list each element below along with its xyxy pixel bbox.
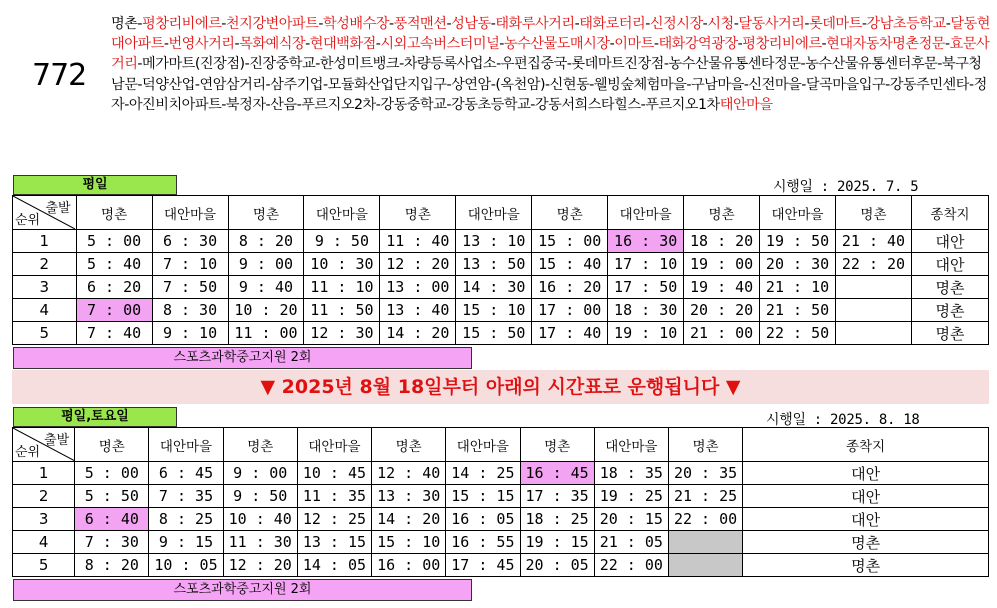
destination-cell: 명촌	[911, 299, 988, 322]
stop-separator: -	[801, 76, 806, 93]
stop-separator: -	[490, 16, 496, 32]
stop-separator: -	[315, 56, 320, 73]
stop-separator: -	[318, 16, 323, 32]
departure-time-cell: 15 : 40	[532, 253, 608, 276]
departure-time-cell: 6 : 40	[75, 508, 149, 531]
departure-time-cell: 15 : 10	[456, 299, 532, 322]
departure-time-cell: 21 : 40	[836, 230, 912, 253]
table-row	[13, 508, 989, 531]
departure-time-cell: 19 : 25	[594, 485, 668, 508]
departure-time-cell: 14 : 25	[446, 462, 520, 485]
stop-separator: -	[545, 76, 550, 93]
departure-time-cell: 16 : 30	[608, 230, 684, 253]
departure-time-cell: 6 : 30	[152, 230, 228, 253]
stop-name: 강동중학교	[380, 96, 447, 113]
stop-separator: -	[305, 36, 310, 53]
stop-header: 명촌	[223, 428, 297, 462]
stop-separator: -	[589, 76, 594, 93]
departure-time-cell: 12 : 20	[223, 554, 297, 577]
stop-name: 달곡마을입구	[805, 76, 886, 93]
departure-time-cell: 9 : 00	[223, 462, 297, 485]
departure-time-cell: 19 : 10	[608, 322, 684, 345]
departure-time-cell: 20 : 35	[668, 462, 742, 485]
departure-time-cell: 15 : 50	[456, 322, 532, 345]
stop-header: 대안마을	[152, 196, 228, 230]
departure-time-cell: 16 : 05	[446, 508, 520, 531]
stop-name: 달동사거리	[738, 16, 805, 32]
destination-cell: 대안	[911, 230, 988, 253]
departure-time-cell: 10 : 30	[304, 253, 380, 276]
stop-separator: -	[743, 76, 749, 93]
stop-name: 학성배수장	[322, 16, 389, 32]
rank-cell: 3	[13, 508, 75, 531]
departure-time-cell: 7 : 40	[76, 322, 152, 345]
table-row	[13, 554, 989, 577]
departure-time-cell: 7 : 30	[75, 531, 149, 554]
stop-name: 농수산물유통센터후문	[805, 56, 938, 73]
destination-header: 종착지	[743, 428, 989, 462]
stop-name: 농수산물도매시장	[503, 36, 610, 53]
departure-time-cell	[836, 276, 912, 299]
departure-time-cell: 9 : 50	[304, 230, 380, 253]
stop-separator: -	[566, 56, 572, 73]
stop-name: 구남마을	[690, 76, 744, 93]
departure-time-cell: 9 : 40	[228, 276, 304, 299]
departure-time-cell: 9 : 15	[149, 531, 223, 554]
corner-rank-label: 순위	[15, 445, 41, 460]
departure-time-cell: 19 : 15	[520, 531, 594, 554]
stop-name: 덕양산업	[142, 76, 195, 93]
corner-header	[13, 196, 77, 230]
departure-time-cell: 13 : 00	[380, 276, 456, 299]
departure-time-cell: 10 : 40	[223, 508, 297, 531]
stop-separator: -	[800, 56, 806, 73]
stop-name: 연암삼거리	[199, 76, 266, 93]
stop-separator: -	[530, 96, 535, 113]
stop-name: 강남초등학교	[866, 16, 946, 32]
departure-time-cell	[836, 322, 912, 345]
stop-separator: -	[322, 76, 328, 93]
departure-time-cell	[668, 531, 742, 554]
stop-header: 명촌	[668, 428, 742, 462]
departure-time-cell: 5 : 00	[76, 230, 152, 253]
stop-separator: -	[446, 76, 452, 93]
table-row	[13, 276, 989, 299]
stop-separator: -	[399, 56, 404, 73]
destination-header: 종착지	[911, 196, 988, 230]
stop-header: 명촌	[75, 428, 149, 462]
stop-name: 북정자	[225, 96, 266, 113]
stop-separator: -	[499, 36, 504, 53]
departure-time-cell: 11 : 35	[297, 485, 371, 508]
schedule-change-notice: ▼ 2025년 8월 18일부터 아래의 시간표로 운행됩니다 ▼	[12, 370, 989, 404]
stop-separator: -	[663, 56, 669, 73]
stop-separator: -	[821, 36, 827, 53]
departure-time-cell: 11 : 30	[223, 531, 297, 554]
departure-time-cell: 7 : 00	[76, 299, 152, 322]
schedule-type-tag-weekday: 평일	[13, 175, 177, 195]
stop-name: 진장중학교	[249, 56, 316, 73]
stop-header: 명촌	[380, 196, 456, 230]
destination-cell: 대안	[743, 508, 989, 531]
departure-time-cell: 8 : 25	[149, 508, 223, 531]
table-row	[13, 230, 989, 253]
departure-time-cell: 17 : 00	[532, 299, 608, 322]
departure-time-cell: 21 : 25	[668, 485, 742, 508]
departure-time-cell: 15 : 10	[372, 531, 446, 554]
rank-cell: 3	[13, 276, 77, 299]
stop-name: 푸르지오2차	[301, 96, 376, 113]
stop-separator: -	[375, 36, 381, 53]
stop-header: 대안마을	[456, 196, 532, 230]
stop-header: 대안마을	[297, 428, 371, 462]
destination-cell: 명촌	[911, 276, 988, 299]
stop-separator: -	[937, 56, 942, 73]
stop-separator: -	[244, 56, 250, 73]
departure-time-cell: 8 : 30	[152, 299, 228, 322]
departure-time-cell: 5 : 50	[75, 485, 149, 508]
stop-name: 강동초등학교	[451, 96, 531, 113]
stop-name: 태화강역광장	[658, 36, 738, 53]
stop-name: 메가마트(진장점)	[142, 56, 245, 73]
destination-cell: 대안	[743, 462, 989, 485]
stop-name: 이마트	[614, 36, 654, 53]
stop-name: 산음	[270, 96, 297, 113]
departure-time-cell: 6 : 45	[149, 462, 223, 485]
rank-cell: 5	[13, 554, 75, 577]
departure-time-cell: 8 : 20	[228, 230, 304, 253]
stop-name: 정자	[111, 76, 987, 113]
stop-separator: -	[163, 36, 169, 53]
departure-time-cell: 15 : 15	[446, 485, 520, 508]
corner-rank-label: 순위	[15, 213, 41, 228]
stop-separator: -	[733, 16, 739, 32]
stop-header: 명촌	[520, 428, 594, 462]
departure-time-cell: 22 : 00	[594, 554, 668, 577]
rank-cell: 2	[13, 485, 75, 508]
departure-time-cell: 20 : 15	[594, 508, 668, 531]
timetable-weekday	[12, 195, 989, 345]
stop-separator: -	[496, 56, 501, 73]
destination-cell: 명촌	[743, 531, 989, 554]
stop-name: 우편집중국	[500, 56, 567, 73]
departure-time-cell: 22 : 00	[668, 508, 742, 531]
departure-time-cell: 11 : 10	[304, 276, 380, 299]
stop-separator: -	[645, 16, 650, 32]
rank-cell: 4	[13, 531, 75, 554]
stop-name: 시청	[707, 16, 734, 32]
stop-separator: -	[221, 96, 226, 113]
departure-time-cell: 21 : 00	[684, 322, 760, 345]
effective-date: 시행일 : 2025. 7. 5	[773, 179, 919, 195]
stop-separator: -	[686, 76, 691, 93]
departure-time-cell	[836, 299, 912, 322]
departure-time-cell: 19 : 50	[760, 230, 836, 253]
departure-time-cell: 14 : 05	[297, 554, 371, 577]
stop-separator: -	[609, 36, 615, 53]
departure-time-cell: 17 : 40	[532, 322, 608, 345]
corner-header	[13, 428, 75, 462]
stop-name: 태화루사거리	[495, 16, 575, 32]
stop-header: 명촌	[532, 196, 608, 230]
departure-time-cell: 18 : 35	[594, 462, 668, 485]
stop-separator: -	[124, 96, 129, 113]
rank-cell: 1	[13, 230, 77, 253]
destination-cell: 대안	[743, 485, 989, 508]
table-row	[13, 299, 989, 322]
stop-name: 롯데마트진장점	[571, 56, 664, 73]
stop-separator: -	[885, 76, 890, 93]
departure-time-cell: 12 : 20	[380, 253, 456, 276]
stop-name: (옥천암)	[495, 76, 546, 93]
departure-time-cell: 21 : 50	[760, 299, 836, 322]
stop-header: 대안마을	[760, 196, 836, 230]
stop-name: 평창리비에르	[742, 36, 822, 53]
stop-name: 번영사거리	[168, 36, 235, 53]
stop-name: 풍적맨션	[393, 16, 447, 32]
destination-cell: 대안	[911, 253, 988, 276]
stop-separator: -	[389, 16, 394, 32]
stop-separator: -	[653, 36, 659, 53]
departure-time-cell: 14 : 20	[380, 322, 456, 345]
departure-time-cell: 17 : 50	[608, 276, 684, 299]
stop-header: 대안마을	[446, 428, 520, 462]
stop-name: 명촌	[111, 16, 138, 32]
departure-time-cell: 7 : 10	[152, 253, 228, 276]
departure-time-cell: 17 : 45	[446, 554, 520, 577]
timetable-weekday-saturday	[12, 427, 989, 577]
stop-name: 삼주기업	[270, 76, 323, 93]
departure-time-cell: 12 : 25	[297, 508, 371, 531]
stop-name: 현대백화점	[309, 36, 376, 53]
stop-separator: -	[296, 96, 302, 113]
stop-separator: -	[804, 16, 809, 32]
departure-time-cell: 18 : 30	[608, 299, 684, 322]
departure-time-cell: 5 : 00	[75, 462, 149, 485]
departure-time-cell: 10 : 45	[297, 462, 371, 485]
departure-time-cell: 22 : 50	[760, 322, 836, 345]
stop-separator: -	[194, 76, 200, 93]
stop-separator: -	[137, 16, 143, 32]
stop-name: 농수산물유통센타정문	[668, 56, 801, 73]
stop-name: 태화로터리	[579, 16, 646, 32]
departure-time-cell: 10 : 20	[228, 299, 304, 322]
stop-name: 모듈화산업단지입구	[327, 76, 447, 93]
departure-time-cell: 21 : 05	[594, 531, 668, 554]
departure-time-cell: 19 : 00	[684, 253, 760, 276]
departure-time-cell: 18 : 20	[684, 230, 760, 253]
stop-name: 아진비치아파트	[128, 96, 222, 113]
stop-separator: -	[640, 96, 646, 113]
stop-separator: -	[737, 36, 743, 53]
stop-header: 대안마을	[608, 196, 684, 230]
stop-separator: -	[137, 76, 143, 93]
rank-cell: 4	[13, 299, 77, 322]
stop-separator: -	[265, 96, 271, 113]
departure-time-cell: 16 : 20	[532, 276, 608, 299]
departure-time-cell: 6 : 20	[76, 276, 152, 299]
departure-time-cell: 8 : 20	[75, 554, 149, 577]
departure-time-cell: 5 : 40	[76, 253, 152, 276]
stop-separator: -	[574, 16, 580, 32]
stop-separator: -	[861, 16, 867, 32]
departure-time-cell: 13 : 15	[297, 531, 371, 554]
destination-cell: 명촌	[743, 554, 989, 577]
stop-name: 천지강변아파트	[225, 16, 319, 32]
stop-separator: -	[945, 36, 950, 53]
stop-separator: -	[221, 16, 226, 32]
departure-time-cell: 14 : 30	[456, 276, 532, 299]
table-row	[13, 253, 989, 276]
effective-date: 시행일 : 2025. 8. 18	[766, 412, 920, 428]
departure-time-cell: 17 : 35	[520, 485, 594, 508]
stop-name: 목화예식장	[239, 36, 306, 53]
stop-name: 현대자동차명촌정문	[826, 36, 946, 53]
stop-name: 푸르지오1차	[645, 96, 720, 113]
departure-time-cell: 12 : 40	[372, 462, 446, 485]
table-row	[13, 485, 989, 508]
stop-name: 강동서희스타힐스	[534, 96, 641, 113]
table-row	[13, 322, 989, 345]
departure-time-cell: 9 : 50	[223, 485, 297, 508]
stop-name: 북구청남문	[111, 56, 982, 93]
departure-time-cell	[668, 554, 742, 577]
stop-header: 명촌	[76, 196, 152, 230]
departure-time-cell: 15 : 00	[532, 230, 608, 253]
corner-departure-label: 출발	[44, 433, 70, 448]
destination-cell: 명촌	[911, 322, 988, 345]
stop-separator: -	[968, 76, 974, 93]
stop-separator: -	[375, 96, 381, 113]
stop-separator: -	[490, 76, 496, 93]
departure-time-cell: 9 : 00	[228, 253, 304, 276]
departure-time-cell: 7 : 50	[152, 276, 228, 299]
departure-time-cell: 16 : 00	[372, 554, 446, 577]
stop-name: 신현동	[549, 76, 590, 93]
stop-name: 평창리비에르	[142, 16, 222, 32]
stop-header: 대안마을	[304, 196, 380, 230]
departure-time-cell: 10 : 05	[149, 554, 223, 577]
stop-header: 명촌	[836, 196, 912, 230]
departure-time-cell: 17 : 10	[608, 253, 684, 276]
departure-time-cell: 22 : 20	[836, 253, 912, 276]
schedule-type-tag-weekday-saturday: 평일,토요일	[13, 407, 177, 427]
table-row	[13, 462, 989, 485]
stop-header: 대안마을	[594, 428, 668, 462]
departure-time-cell: 9 : 10	[152, 322, 228, 345]
stop-name: 강동주민센타	[889, 76, 969, 93]
stop-header: 명촌	[228, 196, 304, 230]
stop-name: 성남동	[451, 16, 491, 32]
departure-time-cell: 7 : 35	[149, 485, 223, 508]
corner-departure-label: 출발	[45, 201, 71, 216]
rank-cell: 1	[13, 462, 75, 485]
departure-time-cell: 20 : 20	[684, 299, 760, 322]
stop-name: 태안마을	[719, 96, 773, 113]
departure-time-cell: 11 : 40	[380, 230, 456, 253]
stop-separator: -	[945, 16, 951, 32]
departure-time-cell: 16 : 45	[520, 462, 594, 485]
departure-time-cell: 13 : 50	[456, 253, 532, 276]
departure-time-cell: 11 : 50	[304, 299, 380, 322]
stop-name: 달동현대아파트	[111, 16, 990, 53]
stop-separator: -	[234, 36, 240, 53]
stop-name: 차량등록사업소	[403, 56, 497, 73]
departure-time-cell: 12 : 30	[304, 322, 380, 345]
rank-cell: 2	[13, 253, 77, 276]
stop-name: 웰빙숲체험마을	[593, 76, 687, 93]
departure-time-cell: 13 : 40	[380, 299, 456, 322]
departure-time-cell: 20 : 05	[520, 554, 594, 577]
departure-time-cell: 19 : 40	[684, 276, 760, 299]
stop-name: 효문사거리	[111, 36, 990, 73]
stop-name: 신정시장	[649, 16, 703, 32]
departure-time-cell: 21 : 10	[760, 276, 836, 299]
departure-time-cell: 13 : 30	[372, 485, 446, 508]
departure-time-cell: 14 : 20	[372, 508, 446, 531]
route-number: 772	[32, 58, 87, 93]
departure-time-cell: 16 : 55	[446, 531, 520, 554]
stop-header: 대안마을	[149, 428, 223, 462]
stop-name: 시외고속버스터미널	[380, 36, 500, 53]
stop-header: 명촌	[372, 428, 446, 462]
stop-separator: -	[446, 16, 452, 32]
rank-cell: 5	[13, 322, 77, 345]
stop-name: 신전마을	[748, 76, 802, 93]
departure-time-cell: 13 : 10	[456, 230, 532, 253]
departure-time-cell: 20 : 30	[760, 253, 836, 276]
stop-name: 한성미트뱅크	[319, 56, 400, 73]
stop-name: 상연암	[451, 76, 491, 93]
stop-separator: -	[702, 16, 708, 32]
departure-time-cell: 11 : 00	[228, 322, 304, 345]
footnote-sports-school: 스포츠과학중고지원 2회	[13, 347, 472, 369]
stop-separator: -	[137, 56, 143, 73]
stop-separator: -	[265, 76, 271, 93]
footnote-sports-school: 스포츠과학중고지원 2회	[13, 579, 472, 601]
departure-time-cell: 18 : 25	[520, 508, 594, 531]
route-stops	[111, 14, 991, 115]
table-row	[13, 531, 989, 554]
stop-header: 명촌	[684, 196, 760, 230]
stop-name: 롯데마트	[809, 16, 862, 32]
stop-separator: -	[446, 96, 452, 113]
